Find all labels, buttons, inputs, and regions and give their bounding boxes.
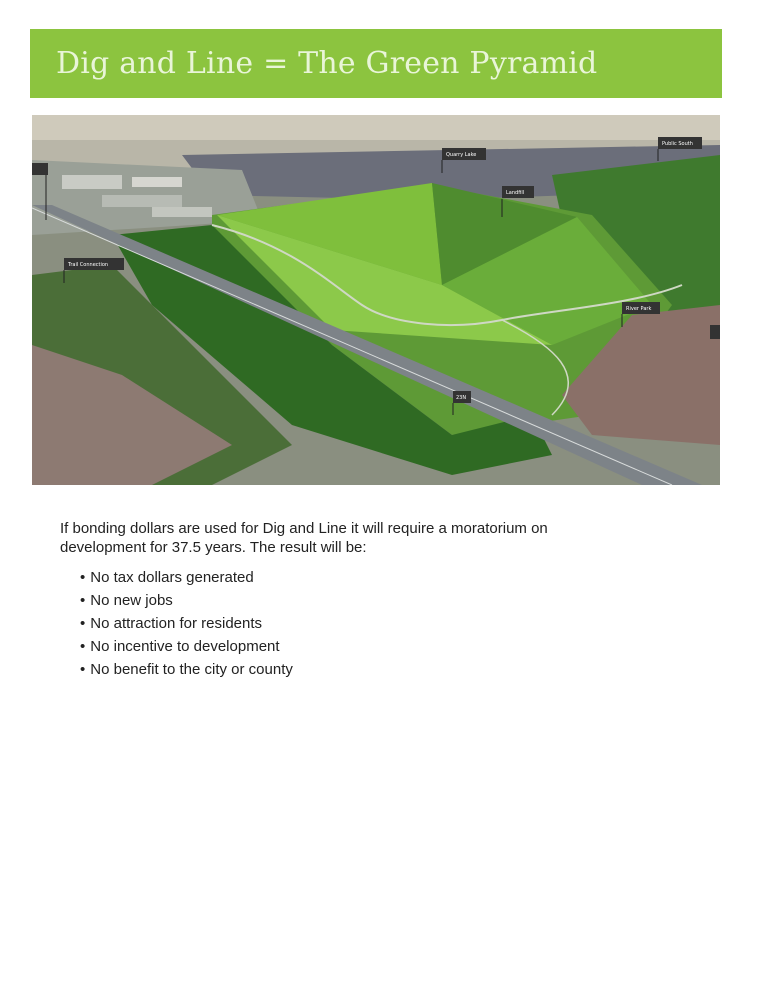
page-title: Dig and Line = The Green Pyramid: [56, 46, 598, 81]
aerial-illustration: [32, 115, 720, 485]
list-item: • No attraction for residents: [80, 615, 263, 632]
intro-paragraph: If bonding dollars are used for Dig and Line it will require a moratorium on development for 37.5 years. The result will be:: [60, 520, 548, 556]
aerial-rendering: [32, 115, 720, 485]
svg-text:Trail Connection: Trail Connection: [68, 262, 109, 268]
svg-text:Public South: Public South: [662, 141, 693, 147]
svg-text:River Park: River Park: [626, 306, 652, 312]
edge-marker-right: [710, 325, 720, 339]
svg-text:23N: 23N: [456, 395, 467, 401]
list-item: • No tax dollars generated: [80, 569, 254, 586]
consequence-list: [80, 568, 293, 683]
title-banner: [30, 29, 722, 98]
list-item: • No benefit to the city or county: [80, 661, 293, 678]
svg-text:Landfill: Landfill: [506, 190, 525, 196]
svg-text:Quarry Lake: Quarry Lake: [446, 152, 477, 158]
edge-marker-left: [32, 163, 48, 175]
list-item: • No new jobs: [80, 592, 173, 609]
list-item: • No incentive to development: [80, 638, 280, 655]
